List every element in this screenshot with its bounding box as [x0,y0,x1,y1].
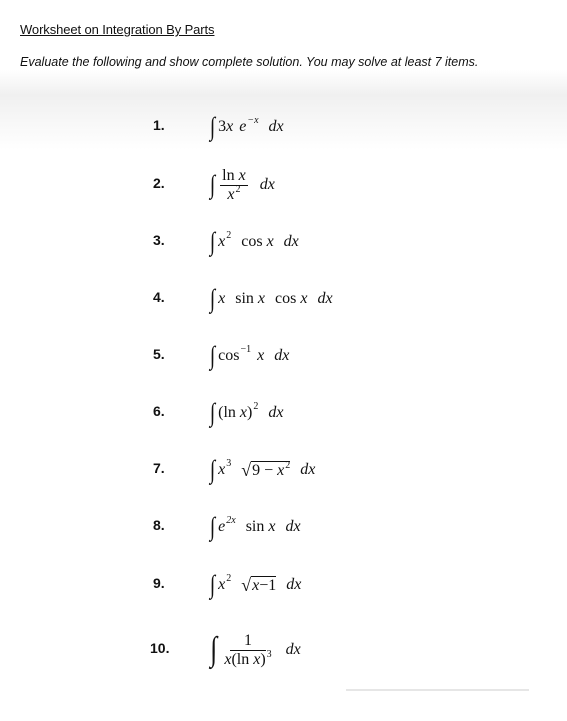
square-root: √ $9 - x^2$ [241,459,291,480]
fraction: $\frac{1}{x(\ln x)^3}$ [224,631,272,668]
fraction: $\frac{\text{ln x}}{x^2}$ [222,166,246,203]
problem-number: 1. [153,117,165,133]
problem-expression: ∫ x 2 cos x dx [209,227,299,256]
problem-expression: ∫ cos −1 x dx [209,341,290,370]
problem-number: 6. [153,403,165,419]
problem-number: 8. [153,517,165,533]
problem-6 [0,393,567,433]
integral-sign-icon: ∫ [209,570,216,599]
problem-expression: ∫ (ln x ) 2 dx [209,398,284,427]
radical-sign-icon: √ [241,459,252,480]
problem-expression: ∫ x 3 √ $9 - x^2$ dx [209,455,316,484]
integral-sign-icon: ∫ [209,455,216,484]
problem-expression: ∫ x sin x cos x dx [209,284,333,313]
worksheet-title: Worksheet on Integration By Parts [20,22,215,37]
integral-sign-icon: ∫ [209,398,216,427]
radical-sign-icon: √ [241,574,252,595]
problem-1 [0,107,567,147]
page-footer-divider [346,689,529,691]
problem-9 [0,565,567,605]
problem-expression: ∫ $\frac{1}{x(\ln x)^3}$ dx [210,631,301,668]
problem-4 [0,279,567,319]
instructions-text: Evaluate the following and show complete solution. You may solve at least 7 items. [20,55,479,69]
problem-2 [0,165,567,205]
integral-sign-icon: ∫ [209,227,216,256]
integral-sign-icon: ∫ [209,512,216,541]
square-root: √ x−1 [241,574,277,595]
problem-number: 10. [150,640,170,656]
problem-number: 9. [153,575,165,591]
problem-8 [0,507,567,547]
integral-sign-icon: ∫ [209,170,216,199]
problem-number: 7. [153,460,165,476]
problem-number: 3. [153,232,165,248]
problem-number: 5. [153,346,165,362]
integral-sign-icon: ∫ [209,284,216,313]
problem-expression: ∫ $\frac{\text{ln x}}{x^2}$ dx [209,166,275,203]
problem-7 [0,450,567,490]
problem-number: 2. [153,175,165,191]
problem-3 [0,222,567,262]
integral-sign-icon: ∫ [209,341,216,370]
integral-sign-icon: ∫ [210,631,218,668]
problem-number: 4. [153,289,165,305]
problem-expression: ∫ x 2 √ x−1 dx [209,570,302,599]
problem-expression: ∫ 3 x e −x dx [209,112,284,141]
integral-sign-icon: ∫ [209,112,216,141]
problem-5 [0,336,567,376]
problem-expression: ∫ e 2x sin x dx [209,512,301,541]
problem-10 [0,625,567,675]
